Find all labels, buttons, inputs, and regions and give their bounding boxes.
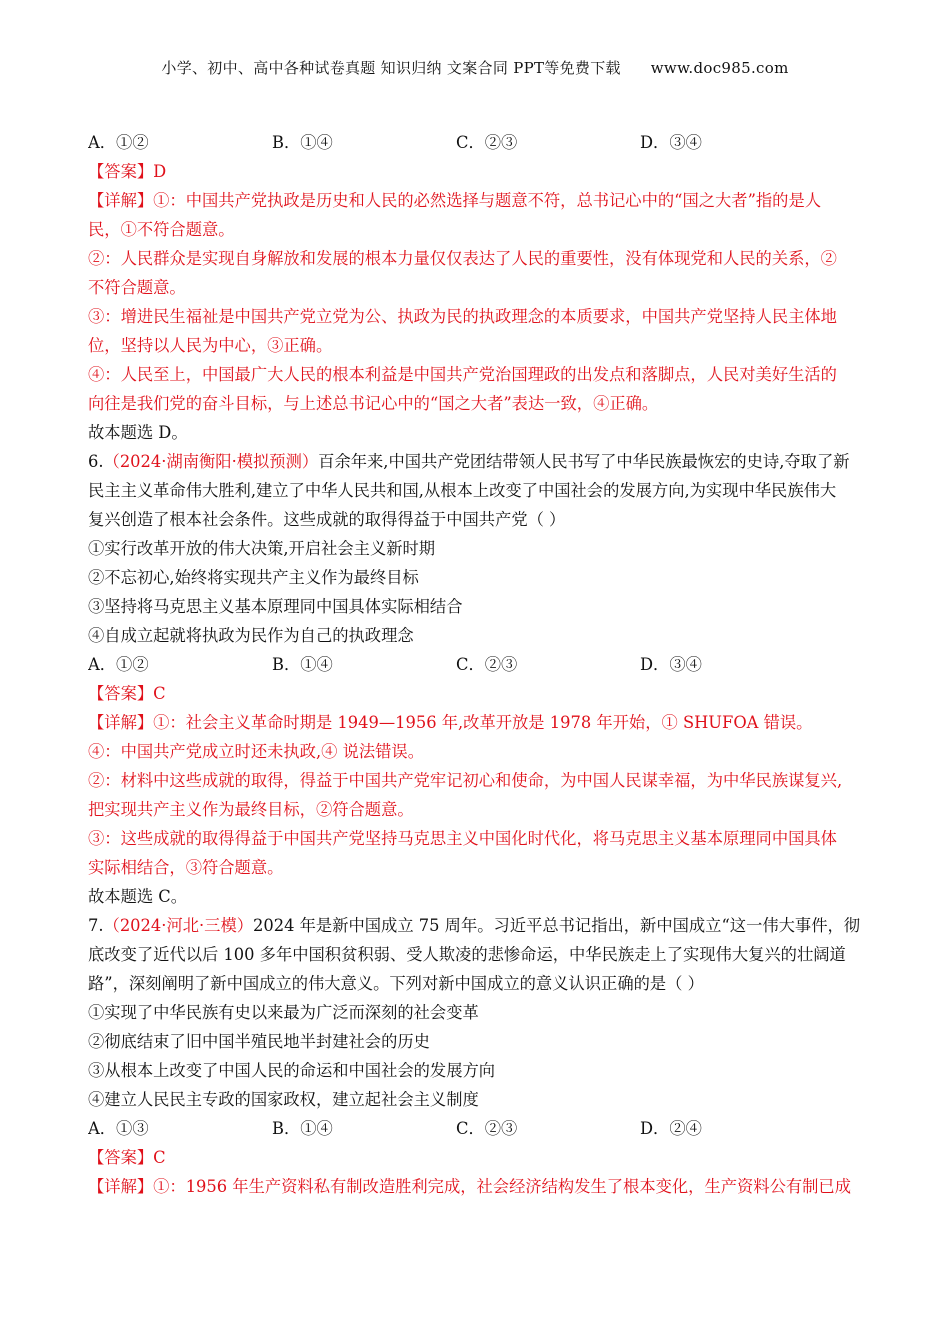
q6-number: 6.	[88, 452, 104, 471]
q7-options	[88, 1114, 868, 1143]
q5-detail-line: ②：人民群众是实现自身解放和发展的根本力量仅仅表达了人民的重要性，没有体现党和人民的关系，②	[88, 249, 837, 268]
q7-item: ④建立人民民主专政的国家政权，建立起社会主义制度	[88, 1090, 479, 1109]
q6-detail-line: ③：这些成就的取得得益于中国共产党坚持马克思主义中国化时代化，将马克思主义基本原理同中国具体	[88, 829, 837, 848]
q7-stem-text: 2024 年是新中国成立 75 周年。习近平总书记指出，新中国成立“这一伟大事件，彻	[253, 916, 861, 935]
q5-option-c: C．②③	[456, 133, 518, 152]
q6-detail-line: 【详解】①：社会主义革命时期是 1949—1956 年,改革开放是 1978 年开始，① SHUFOA 错误。	[88, 713, 813, 732]
q6-option-d: D．③④	[640, 655, 702, 674]
q6-answer: 【答案】C	[88, 684, 166, 703]
header-url[interactable]: www.doc985.com	[650, 59, 789, 77]
q5-conclusion: 故本题选 D。	[88, 423, 188, 442]
q7-stem-first	[88, 911, 868, 940]
q7-option-b: B．①④	[272, 1119, 333, 1138]
q5-option-a: A．①②	[88, 133, 149, 152]
q6-detail-line: 实际相结合，③符合题意。	[88, 858, 284, 877]
header-text: 小学、初中、高中各种试卷真题 知识归纳 文案合同 PPT等免费下载	[161, 59, 621, 77]
q7-answer: 【答案】C	[88, 1148, 166, 1167]
q7-detail-line: 【详解】①：1956 年生产资料私有制改造胜利完成，社会经济结构发生了根本变化，生产资料公有制已成	[88, 1177, 851, 1196]
q5-answer: 【答案】D	[88, 162, 167, 181]
q6-detail-line: 把实现共产主义作为最终目标，②符合题意。	[88, 800, 414, 819]
q6-options	[88, 650, 868, 679]
q6-detail-line: ④：中国共产党成立时还未执政,④ 说法错误。	[88, 742, 424, 761]
q6-item: ③坚持将马克思主义基本原理同中国具体实际相结合	[88, 597, 463, 616]
q6-stem-line: 民主主义革命伟大胜利,建立了中华人民共和国,从根本上改变了中国社会的发展方向,为实现中华民族伟大	[88, 481, 837, 500]
document-content	[88, 128, 868, 1201]
q7-number: 7.	[88, 916, 104, 935]
q5-option-d: D．③④	[640, 133, 702, 152]
q5-detail-line: ③：增进民生福祉是中国共产党立党为公、执政为民的执政理念的本质要求，中国共产党坚持人民主体地	[88, 307, 837, 326]
q7-item: ②彻底结束了旧中国半殖民地半封建社会的历史	[88, 1032, 430, 1051]
q7-stem-line: 底改变了近代以后 100 多年中国积贫积弱、受人欺凌的悲惨命运，中华民族走上了实现伟大复兴的壮阔道	[88, 945, 846, 964]
q5-detail-line: 向往是我们党的奋斗目标，与上述总书记心中的“国之大者”表达一致，④正确。	[88, 394, 659, 413]
q6-item: ①实行改革开放的伟大决策,开启社会主义新时期	[88, 539, 436, 558]
q6-option-c: C．②③	[456, 655, 518, 674]
q6-conclusion: 故本题选 C。	[88, 887, 188, 906]
q6-stem-text: 百余年来,中国共产党团结带领人民书写了中华民族最恢宏的史诗,夺取了新	[318, 452, 850, 471]
q5-option-b: B．①④	[272, 133, 333, 152]
q6-detail-line: ②：材料中这些成就的取得，得益于中国共产党牢记初心和使命，为中国人民谋幸福，为中华民族谋复兴,	[88, 771, 843, 790]
page-header	[0, 57, 950, 78]
q7-option-a: A．①③	[88, 1119, 149, 1138]
q6-stem-first	[88, 447, 868, 476]
q6-option-a: A．①②	[88, 655, 149, 674]
q7-item: ①实现了中华民族有史以来最为广泛而深刻的社会变革	[88, 1003, 479, 1022]
q5-detail-line: ④：人民至上，中国最广大人民的根本利益是中国共产党治国理政的出发点和落脚点，人民对美好生活的	[88, 365, 837, 384]
q7-option-d: D．②④	[640, 1119, 702, 1138]
q7-stem-line: 路”，深刻阐明了新中国成立的伟大意义。下列对新中国成立的意义认识正确的是（ ）	[88, 974, 704, 993]
q5-detail-line: 位，坚持以人民为中心，③正确。	[88, 336, 333, 355]
q5-detail-line: 民，①不符合题意。	[88, 220, 235, 239]
q7-option-c: C．②③	[456, 1119, 518, 1138]
q6-source: （2024·湖南衡阳·模拟预测）	[103, 452, 319, 471]
q5-options	[88, 128, 868, 157]
q6-item: ④自成立起就将执政为民作为自己的执政理念	[88, 626, 414, 645]
q7-source: （2024·河北·三模）	[103, 916, 254, 935]
q6-option-b: B．①④	[272, 655, 333, 674]
q5-detail-line: 不符合题意。	[88, 278, 186, 297]
q7-item: ③从根本上改变了中国人民的命运和中国社会的发展方向	[88, 1061, 496, 1080]
q5-detail-line: 【详解】①：中国共产党执政是历史和人民的必然选择与题意不符，总书记心中的“国之大者”指的是人	[88, 191, 822, 210]
q6-stem-line: 复兴创造了根本社会条件。这些成就的取得得益于中国共产党（ ）	[88, 510, 566, 529]
q6-item: ②不忘初心,始终将实现共产主义作为最终目标	[88, 568, 419, 587]
